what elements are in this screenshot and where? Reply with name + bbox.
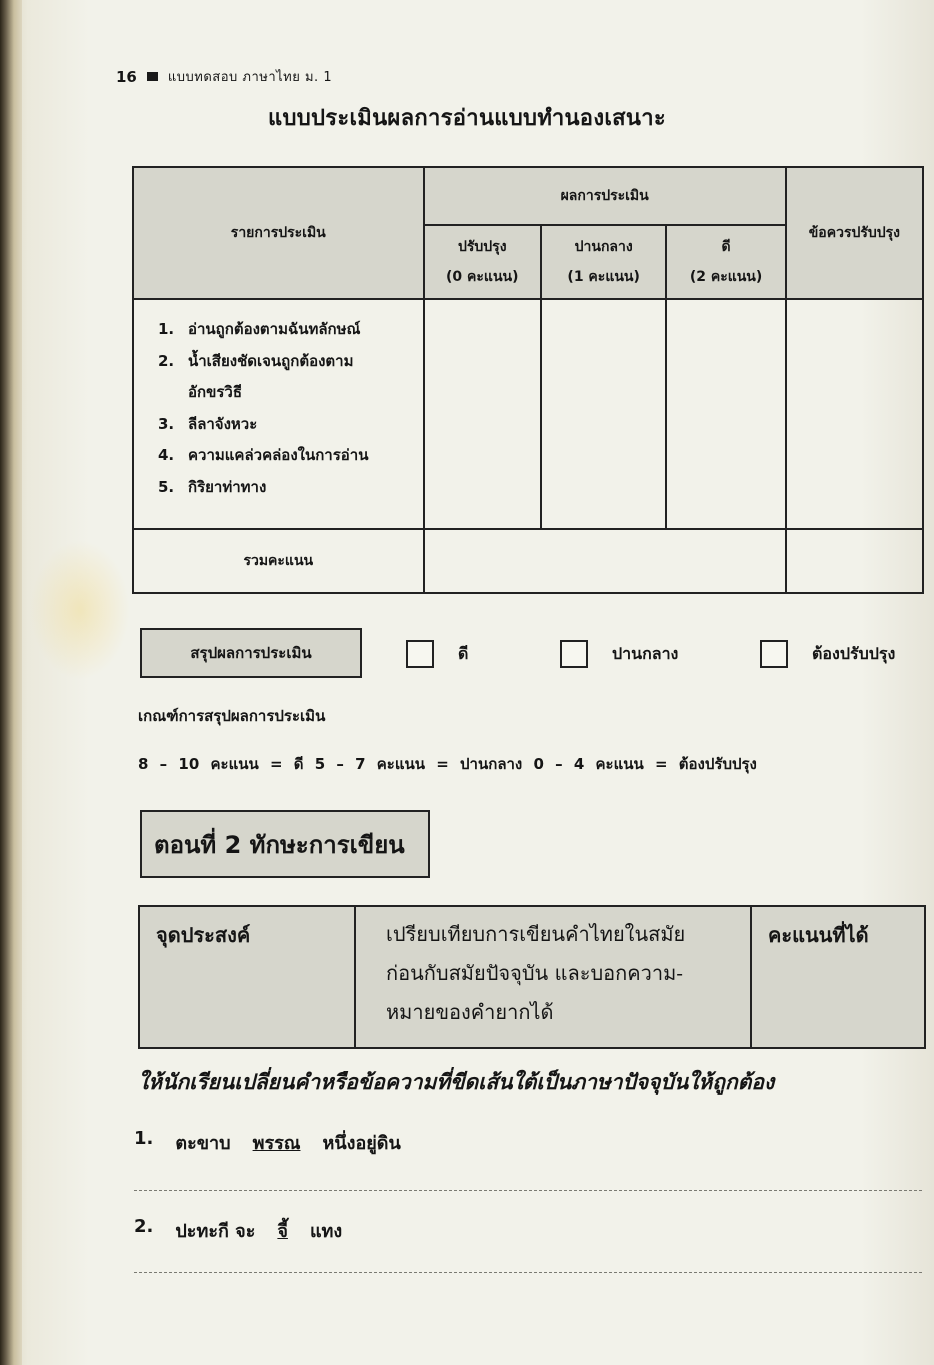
instruction: ให้นักเรียนเปลี่ยนคำหรือข้อความที่ขีดเส้นใต้เป็นภาษาปัจจุบันให้ถูกต้อง xyxy=(138,1069,775,1094)
level-score: (0 คะแนน) xyxy=(446,269,519,285)
list-item: 5. กิริยาท่าทาง xyxy=(158,477,267,496)
square-bullet-icon xyxy=(147,72,158,81)
book-title: แบบทดสอบ ภาษาไทย ม. 1 xyxy=(167,70,333,85)
question-text: ตะขาบ xyxy=(175,1133,231,1154)
page-number: 16 xyxy=(116,67,137,86)
score-label: คะแนนที่ได้ xyxy=(751,906,925,1048)
list-item: 4. ความแคล่วคล่องในการอ่าน xyxy=(158,446,369,464)
page-title: แบบประเมินผลการอ่านแบบทำนองเสนาะ xyxy=(267,106,667,131)
objective-description xyxy=(355,906,751,1048)
part2-title: ตอนที่ 2 ทักษะการเขียน xyxy=(140,810,430,878)
score-cell-fair[interactable] xyxy=(541,299,666,529)
option-label: ต้องปรับปรุง xyxy=(812,643,896,663)
question-text: แทง xyxy=(309,1221,343,1242)
list-item: 3. ลีลาจังหวะ xyxy=(158,414,258,433)
objective-line: หมายของคำยากได้ xyxy=(386,1000,554,1024)
option-label: ดี xyxy=(458,643,469,663)
level-fair xyxy=(541,225,666,299)
underlined-word: พรรณ xyxy=(252,1133,301,1154)
level-score: (2 คะแนน) xyxy=(689,269,763,285)
option-fair[interactable] xyxy=(560,640,678,668)
question-2 xyxy=(134,1216,342,1245)
total-suggestion-cell[interactable] xyxy=(786,529,923,593)
items-cell xyxy=(133,299,424,529)
score-cell-good[interactable] xyxy=(666,299,785,529)
option-improve[interactable] xyxy=(760,640,895,668)
summary-label: สรุปผลการประเมิน xyxy=(140,628,362,678)
question-number: 2. xyxy=(134,1216,154,1237)
underlined-word: จี้ xyxy=(277,1221,288,1242)
objective-table xyxy=(138,905,926,1049)
evaluation-table xyxy=(132,166,924,594)
level-improve xyxy=(424,225,541,299)
suggestion-cell[interactable] xyxy=(786,299,923,529)
question-number: 1. xyxy=(134,1128,154,1149)
question-text: หนึ่งอยู่ดิน xyxy=(322,1133,401,1154)
option-label: ปานกลาง xyxy=(612,643,679,663)
evaluation-items xyxy=(134,300,423,523)
checkbox[interactable] xyxy=(406,640,434,668)
checkbox[interactable] xyxy=(560,640,588,668)
answer-line-2[interactable] xyxy=(134,1272,922,1273)
page-header xyxy=(116,66,332,87)
header-suggestion: ข้อควรปรับปรุง xyxy=(786,167,923,299)
question-1 xyxy=(134,1128,401,1157)
list-item: อักขรวิธี xyxy=(188,383,242,401)
criteria-title: เกณฑ์การสรุปผลการประเมิน xyxy=(138,707,326,725)
header-items: รายการประเมิน xyxy=(133,167,424,299)
list-item: 1. อ่านถูกต้องตามฉันทลักษณ์ xyxy=(158,320,361,338)
total-label: รวมคะแนน xyxy=(133,529,424,593)
question-text: ปะทะกี จะ xyxy=(175,1221,256,1242)
header-result: ผลการประเมิน xyxy=(424,167,786,225)
level-label: ปรับปรุง xyxy=(458,239,507,255)
option-good[interactable] xyxy=(406,640,468,668)
list-item: 2. น้ำเสียงชัดเจนถูกต้องตาม xyxy=(158,351,354,370)
level-label: ปานกลาง xyxy=(574,239,633,255)
level-label: ดี xyxy=(721,239,731,255)
paper-stain xyxy=(30,540,130,680)
level-good xyxy=(666,225,785,299)
level-score: (1 คะแนน) xyxy=(567,269,640,285)
answer-line-1[interactable] xyxy=(134,1190,922,1191)
criteria-text: 8 – 10 คะแนน = ดี 5 – 7 คะแนน = ปานกลาง 0 – 4 คะแนน = ต้องปรับปรุง xyxy=(138,755,757,773)
checkbox[interactable] xyxy=(760,640,788,668)
score-cell-improve[interactable] xyxy=(424,299,541,529)
objective-line: ก่อนกับสมัยปัจจุบัน และบอกความ- xyxy=(386,961,684,985)
book-spine xyxy=(0,0,22,1365)
total-score-cell[interactable] xyxy=(424,529,786,593)
objective-line: เปรียบเทียบการเขียนคำไทยในสมัย xyxy=(386,922,686,946)
objective-label: จุดประสงค์ xyxy=(139,906,355,1048)
